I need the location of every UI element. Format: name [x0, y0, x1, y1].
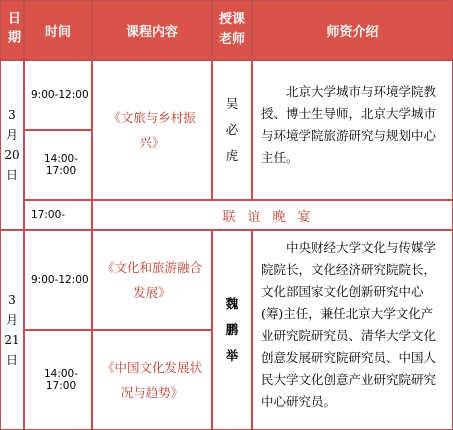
- day1-date-part: 20: [4, 148, 20, 162]
- time-text: 14:00-17:00: [43, 368, 79, 392]
- day1-date-part: 日: [5, 168, 18, 182]
- day1-date-part: 3: [8, 108, 16, 122]
- course-title: 《文化和旅游融合发展》: [101, 260, 202, 300]
- time-text: 14:00-17:00: [43, 153, 79, 177]
- header-date: [0, 0, 24, 60]
- teacher-char: 虎: [225, 148, 239, 163]
- header-time: [24, 0, 92, 60]
- day2-slot1-course: [92, 230, 212, 330]
- course-title: 《中国文化发展状况与趋势》: [101, 360, 202, 400]
- day1-intro: [252, 60, 453, 200]
- header-intro: [252, 0, 453, 60]
- intro-text: 北京大学城市与环境学院教授、博士生导师，北京大学城市与环境学院旅游研究与规划中心主任。: [261, 84, 437, 165]
- day1-slot2-time: [24, 130, 92, 200]
- day2-slot2-time: [24, 330, 92, 430]
- evening-event-text: 联谊晚宴: [222, 209, 323, 225]
- header-teacher: [212, 0, 252, 60]
- day2-date: [0, 230, 24, 430]
- time-text: 17:00-: [31, 209, 66, 221]
- teacher-char: 必: [225, 122, 239, 137]
- header-date-label: 日期: [5, 11, 20, 49]
- day2-slot1-time: [24, 230, 92, 330]
- day1-date-part: 月: [5, 128, 18, 142]
- day2-date-part: 月: [5, 313, 18, 327]
- teacher-char: 举: [225, 348, 239, 363]
- day1-date: [0, 60, 24, 230]
- day2-intro: [252, 230, 453, 430]
- header-teacher-label: 授课老师: [218, 12, 245, 47]
- header-course: [92, 0, 212, 60]
- header-course-label: 课程内容: [125, 24, 178, 40]
- course-title: 《文旅与乡村振兴》: [108, 110, 196, 150]
- time-text: 9:00-12:00: [31, 89, 89, 101]
- day2-date-part: 3: [8, 293, 16, 307]
- day1-evening-event: [92, 200, 453, 230]
- day2-slot2-course: [92, 330, 212, 430]
- teacher-char: 鹏: [225, 322, 239, 337]
- day1-evening-time: [24, 200, 92, 230]
- day2-date-part: 21: [4, 333, 20, 347]
- day2-date-part: 日: [5, 353, 18, 367]
- teacher-char: 魏: [225, 296, 239, 311]
- day2-teacher: [212, 230, 252, 430]
- intro-text: 中央财经大学文化与传媒学院院长，文化经济研究院院长，文化部国家文化创新研究中心(筹)主任，兼任北京大学文化产业研究院研究员、清华大学文化创意发展研究院研究员、中国人民大学文化创意产业研究院研究中心研究员。: [261, 240, 437, 409]
- day1-slot1-time: [24, 60, 92, 130]
- time-text: 9:00-12:00: [31, 274, 89, 286]
- header-intro-label: 师资介绍: [326, 24, 379, 40]
- day1-teacher: [212, 60, 252, 200]
- teacher-char: 吴: [225, 96, 239, 111]
- day1-course: [92, 60, 212, 200]
- header-time-label: 时间: [44, 24, 71, 40]
